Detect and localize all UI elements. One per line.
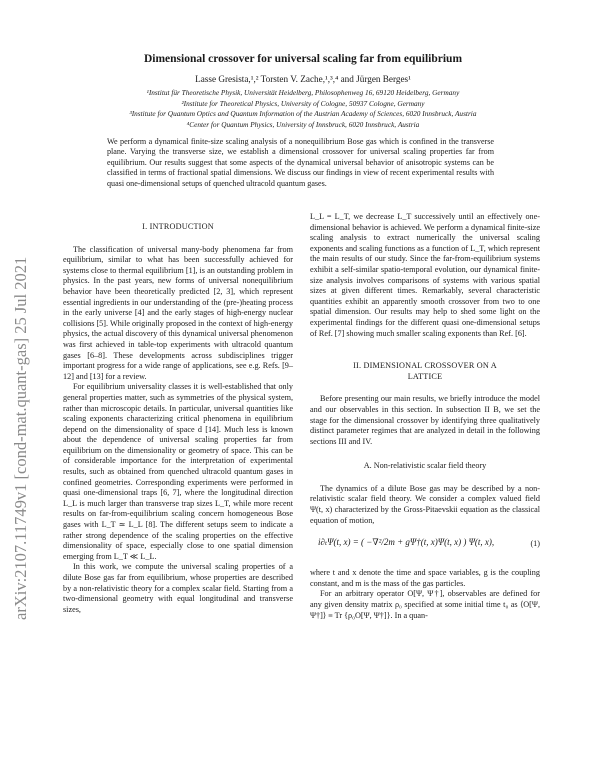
equation-number: (1) <box>530 539 540 549</box>
section-heading-line-2: LATTICE <box>407 371 443 381</box>
equation-gross-pitaevskii <box>310 530 540 564</box>
author-list: Lasse Gresista,¹,² Torsten V. Zache,¹,³,⁴ and Jürgen Berges¹ <box>195 74 411 84</box>
section-2-paragraph: Before presenting our main results, we briefly introduce the model and our observables in this section. In subsection II B, we set the stage for the dimensional crossover by identifying three qualitatively distinct parameter regimes that are analyzed in detail in the following sections III and IV. <box>310 394 540 446</box>
continued-paragraph: L_L = L_T, we decrease L_T successively until an effectively one-dimensional behavior is achieved. We perform a dynamical finite-size scaling analysis to extract numerically the universal scaling exponents and scaling functions as a function of L_T, which represent the main results of our study. Since the far-from-equilibrium systems exhibit a self-similar spatio-temporal evolution, our dynamical finite-size analysis involves comparisons of systems with various spatial sizes at given different times. Remarkably, several characteristic quantities exhibit an apparently smooth crossover from two to one spatial dimension. Our results may help to shed some light on the experimental findings for the different quasi one-dimensional setups of Ref. [7] showing much smaller scaling exponents than Ref. [6]. <box>310 212 540 338</box>
right-column <box>310 212 540 621</box>
paper-title: Dimensional crossover for universal scaling far from equilibrium <box>143 53 463 65</box>
intro-paragraph-1: The classification of universal many-body phenomena far from equilibrium, similar to what has been successfully achieved for systems close to thermal equilibrium [1], is an outstanding problem in physics. In the past years, new forms of universal nonequilibrium behavior have been theoretically predicted [2, 3], which represent essential ingredients in our understanding of the (pre-)heating process in the early universe [4] and the early stages of high-energy nuclear collisions [5]. While originally proposed in the context of high-energy physics, the actual discovery of this dynamical universal phenomenon was first achieved in table-top experiments with ultracold quantum gases [6–8]. These developments across subdisciplines trigger important progress for a wide range of applications, see e.g. Refs. [9–12] and [13] for a review. <box>63 244 293 381</box>
abstract: We perform a dynamical finite-size scaling analysis of a nonequilibrium Bose gas which is confined in the transverse plane. Varying the transverse size, we establish a dimensional crossover for universal scaling properties far from equilibrium. Our results suggest that some aspects of the dynamical universal behavior of anisotropic systems can be classified in terms of fractional spatial dimensions. We discuss our findings in view of recent experimental results with quasi one-dimensional setups of quenched ultracold quantum gases. <box>107 137 494 188</box>
arxiv-identifier-stamp <box>2 150 38 620</box>
affiliation-3: ³Institute for Quantum Optics and Quantum Information of the Austrian Academy of Sciences, 6020 Innsbruck, Austria <box>129 109 477 119</box>
affiliations <box>60 88 546 130</box>
affiliation-2: ²Institute for Theoretical Physics, University of Cologne, 50937 Cologne, Germany <box>181 98 425 108</box>
intro-paragraph-3: In this work, we compute the universal scaling properties of a dilute Bose gas far from equilibrium, whose properties are described by a non-relativistic theory for a complex scalar field. Starting from a two-dimensional geometry with equal longitudinal and transverse sizes, <box>63 562 293 614</box>
intro-paragraph-2: For equilibrium universality classes it is well-established that only general properties matter, such as symmetries of the physical system, rather than microscopic details. In particular, universal quantities like scaling exponents characterizing critical phenomena in equilibrium depend on the dimensionality of space d [14]. Much less is known about the dependence of universal scaling properties far from equilibrium on the dimensionality or geometry of space. This can be of considerable importance for the interpretation of experimental results, such as obtained from quenched ultracold quantum gases in confined geometries. Corresponding experiments were performed in quasi one-dimensional traps [6, 7], where the longitudinal direction L_L is much larger than transverse trap sizes L_T, while more recent results on far-from-equilibrium scaling concern homogeneous Bose gases with L_T ≃ L_L [8]. The different setups seem to indicate a rather strong dependence of the scaling properties on the effective dimensionality of space, especially close to one spatial dimension emerging from L_T ≪ L_L. <box>63 382 293 561</box>
equation-body: i∂ₜΨ(t, x) = ( −∇²/2m + gΨ†(t, x)Ψ(t, x) ) Ψ(t, x), <box>318 537 495 548</box>
section-heading-dimensional-crossover <box>310 361 540 382</box>
arxiv-id-text: arXiv:2107.11749v1 [cond-mat.quant-gas] 25 Jul 2021 <box>11 256 30 620</box>
equation-explanation: where t and x denote the time and space variables, g is the coupling constant, and m is the mass of the gas particles. <box>310 568 540 588</box>
left-column <box>63 222 293 615</box>
observables-paragraph: For an arbitrary operator O[Ψ, Ψ†], observables are defined for any given density matrix ρ₀ specified at some initial time t₀ as ⟨O[Ψ, Ψ†]⟩ ≡ Tr {ρ₀O[Ψ, Ψ†]}. In a quan- <box>310 589 540 620</box>
affiliation-4: ⁴Center for Quantum Physics, University of Innsbruck, 6020 Innsbruck, Austria <box>186 119 420 129</box>
affiliation-1: ¹Institut für Theoretische Physik, Universität Heidelberg, Philosophenweg 16, 69120 Heidelberg, Germany <box>146 88 460 97</box>
section-heading-introduction: I. INTRODUCTION <box>142 222 214 231</box>
subsection-heading-a: A. Non-relativistic scalar field theory <box>363 461 487 471</box>
subsection-a-paragraph: The dynamics of a dilute Bose gas may be described by a non-relativistic scalar field theory. We consider a complex valued field Ψ(t, x) characterized by the Gross-Pitaevskii equation as the classical equation of motion, <box>310 483 540 525</box>
section-heading-line-1: II. DIMENSIONAL CROSSOVER ON A <box>353 361 497 371</box>
